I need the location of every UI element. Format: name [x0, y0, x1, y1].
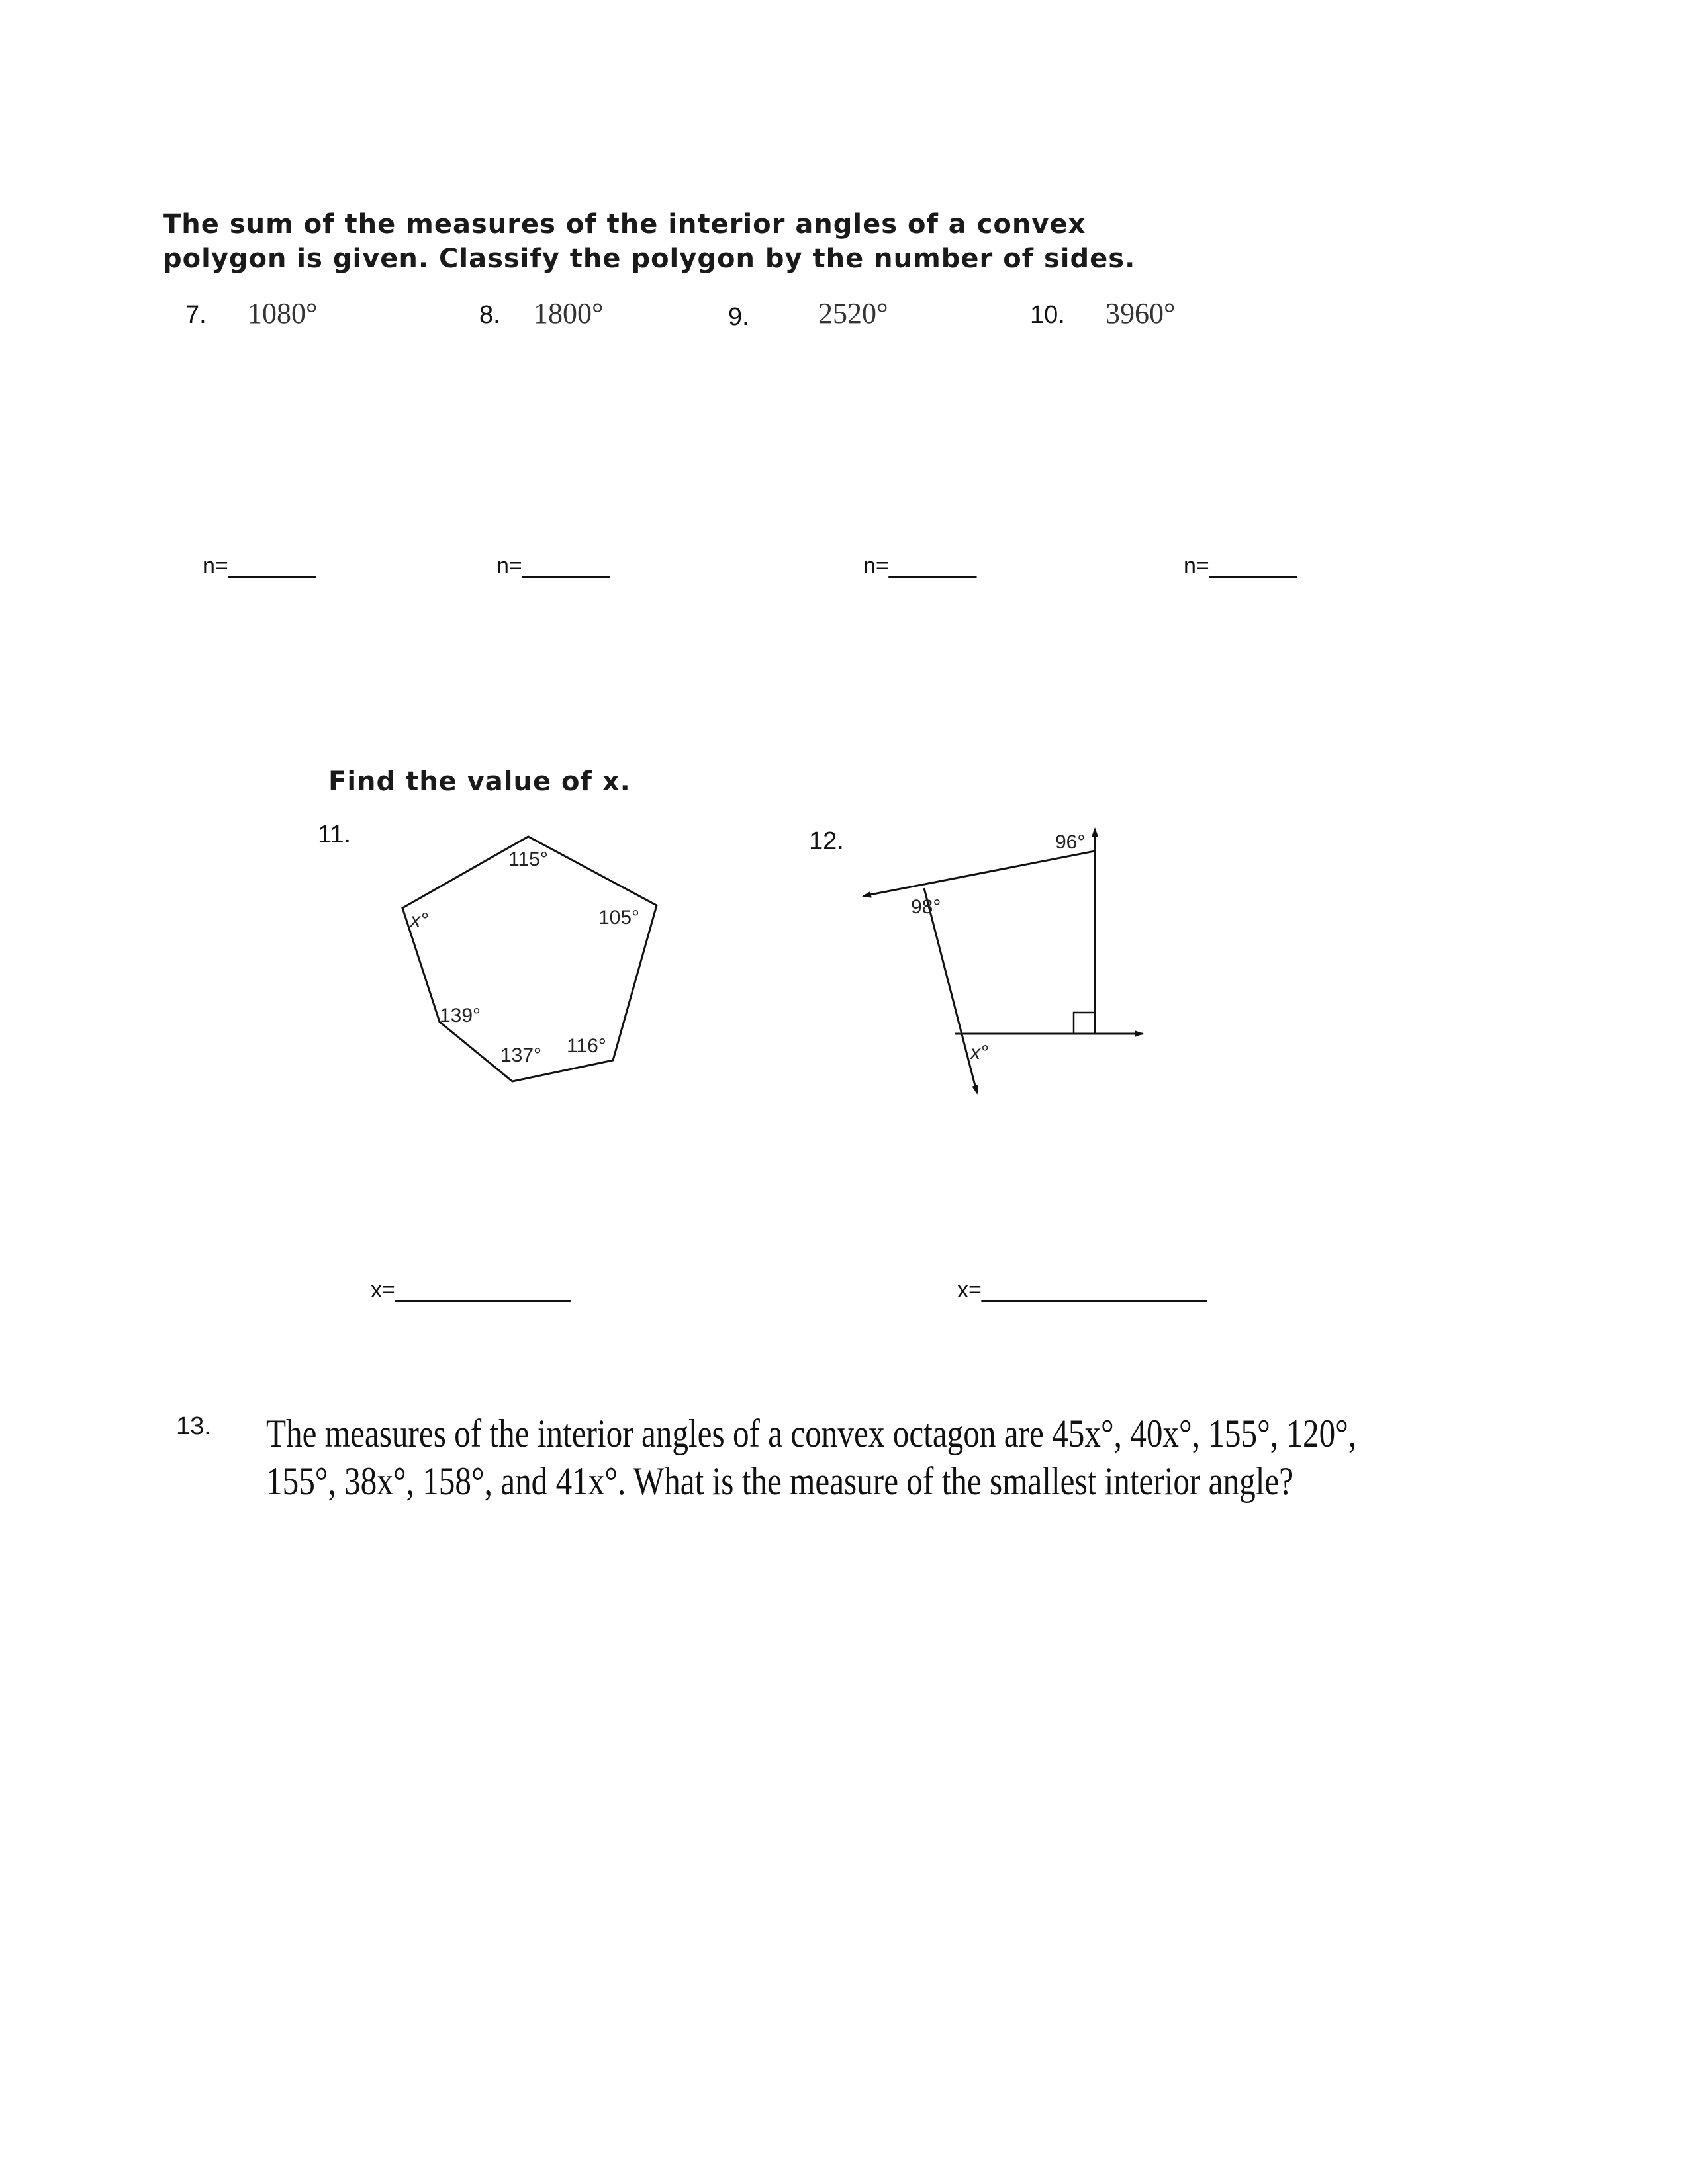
- problem-7-number: 7.: [185, 301, 207, 329]
- problem-8-number: 8.: [479, 301, 500, 329]
- angle-label-x: x°: [410, 909, 428, 931]
- problem-10-answer-blank[interactable]: n=_______: [1184, 553, 1297, 578]
- problem-11-hexagon-figure: [371, 807, 675, 1099]
- right-angle-marker: [1074, 1013, 1095, 1034]
- problem-7-sum: 1080°: [248, 297, 318, 330]
- angle-label-x: x°: [970, 1042, 988, 1064]
- angle-label-98: 98°: [911, 896, 941, 918]
- left-side-ray: [924, 888, 977, 1093]
- angle-label-115: 115°: [508, 848, 548, 870]
- problem-12-number: 12.: [809, 827, 844, 855]
- problem-9-answer-blank[interactable]: n=_______: [863, 553, 977, 578]
- angle-label-105: 105°: [598, 907, 640, 929]
- problem-13-number: 13.: [176, 1412, 211, 1440]
- problem-11-answer-blank[interactable]: x=______________: [371, 1277, 571, 1302]
- angle-label-139: 139°: [440, 1005, 481, 1026]
- instruction-line-2: polygon is given. Classify the polygon by the number of sides.: [163, 244, 1136, 274]
- angle-label-137: 137°: [500, 1044, 542, 1066]
- problem-11-number: 11.: [318, 821, 352, 848]
- problem-8-answer-blank[interactable]: n=_______: [496, 553, 610, 578]
- problem-10-number: 10.: [1030, 301, 1065, 329]
- problem-12-quadrilateral-figure: [847, 821, 1165, 1112]
- problem-13-text-line-1: The measures of the interior angles of a convex octagon are 45x°, 40x°, 155°, 120°,: [266, 1412, 1357, 1455]
- top-side-ray: [863, 851, 1095, 896]
- problem-7-answer-blank[interactable]: n=_______: [203, 553, 316, 578]
- problem-13-text-line-2: 155°, 38x°, 158°, and 41x°. What is the measure of the smallest interior angle?: [266, 1459, 1294, 1503]
- angle-label-116: 116°: [567, 1035, 606, 1057]
- find-x-instruction: Find the value of x.: [328, 766, 631, 797]
- problem-10-sum: 3960°: [1105, 297, 1176, 330]
- instruction-line-1: The sum of the measures of the interior angles of a convex: [163, 209, 1086, 240]
- problem-12-answer-blank[interactable]: x=__________________: [957, 1277, 1207, 1302]
- problem-9-number: 9.: [728, 303, 749, 331]
- angle-label-96: 96°: [1055, 831, 1086, 853]
- problem-9-sum: 2520°: [818, 297, 888, 330]
- problem-8-sum: 1800°: [534, 297, 604, 330]
